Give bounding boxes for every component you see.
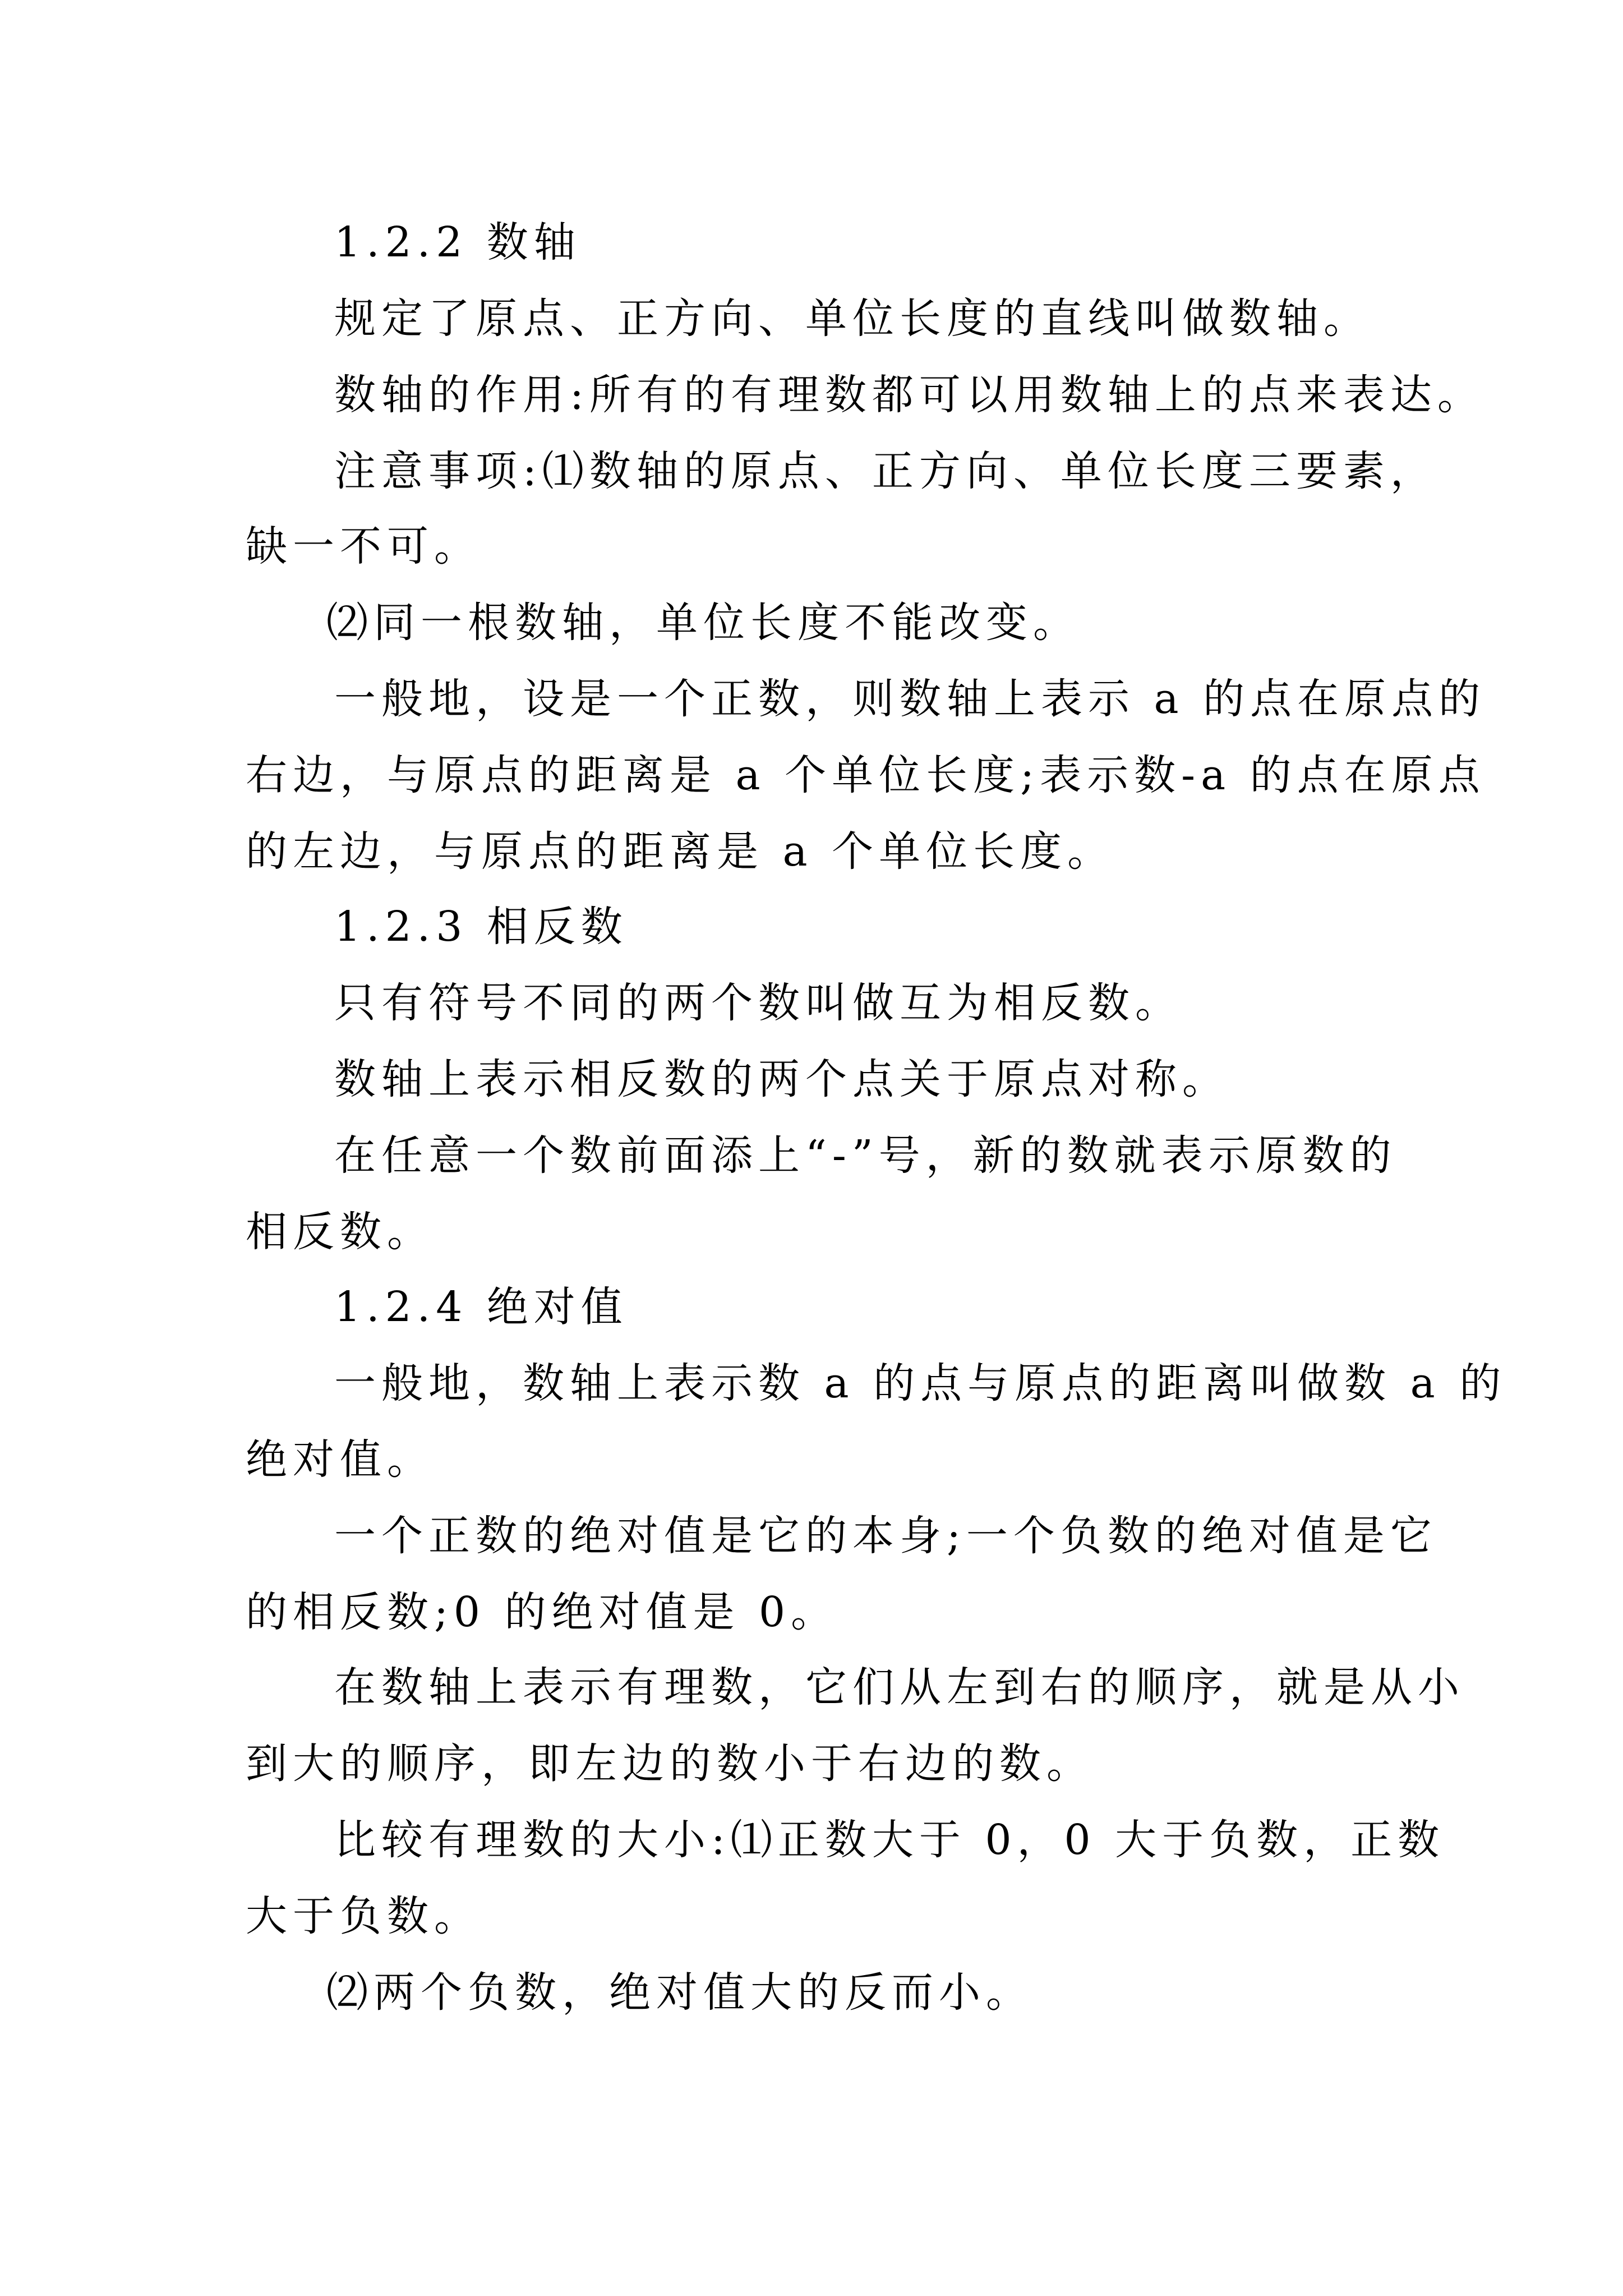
paragraph-line: 规定了原点、正方向、单位长度的直线叫做数轴。: [334, 295, 1371, 343]
paragraph-line: 在任意一个数前面添上“-”号，新的数就表示原数的: [334, 1131, 1397, 1180]
section-heading-absolute-value: 1.2.4 绝对值: [334, 1283, 628, 1331]
paragraph-line: 比较有理数的大小:⑴正数大于 0，0 大于负数，正数: [334, 1816, 1445, 1864]
paragraph-line: 数轴的作用:所有的有理数都可以用数轴上的点来表达。: [334, 371, 1484, 419]
paragraph-line: 注意事项:⑴数轴的原点、正方向、单位长度三要素，: [334, 447, 1437, 495]
paragraph-line: 缺一不可。: [246, 522, 481, 570]
paragraph-line: 一个正数的绝对值是它的本身;一个负数的绝对值是它: [334, 1512, 1437, 1560]
section-heading-opposite-numbers: 1.2.3 相反数: [334, 903, 628, 951]
paragraph-line: 大于负数。: [246, 1892, 481, 1940]
paragraph-line: 到大的顺序，即左边的数小于右边的数。: [246, 1740, 1094, 1788]
paragraph-line: 右边，与原点的距离是 a 个单位长度;表示数-a 的点在原点: [246, 751, 1486, 799]
paragraph-line: 一般地，数轴上表示数 a 的点与原点的距离叫做数 a 的: [334, 1359, 1507, 1407]
paragraph-line: ⑵两个负数，绝对值大的反而小。: [326, 1968, 1033, 2017]
paragraph-line: 数轴上表示相反数的两个点关于原点对称。: [334, 1055, 1229, 1103]
paragraph-line: 一般地，设是一个正数，则数轴上表示 a 的点在原点的: [334, 675, 1486, 723]
paragraph-line: 在数轴上表示有理数，它们从左到右的顺序，就是从小: [334, 1663, 1465, 1711]
section-heading-number-line: 1.2.2 数轴: [334, 218, 581, 266]
paragraph-line: 绝对值。: [246, 1435, 434, 1484]
paragraph-line: 相反数。: [246, 1208, 434, 1256]
paragraph-line: 的相反数;0 的绝对值是 0。: [246, 1588, 838, 1636]
paragraph-line: ⑵同一根数轴，单位长度不能改变。: [326, 599, 1080, 647]
paragraph-line: 的左边，与原点的距离是 a 个单位长度。: [246, 827, 1115, 876]
paragraph-line: 只有符号不同的两个数叫做互为相反数。: [334, 979, 1182, 1027]
